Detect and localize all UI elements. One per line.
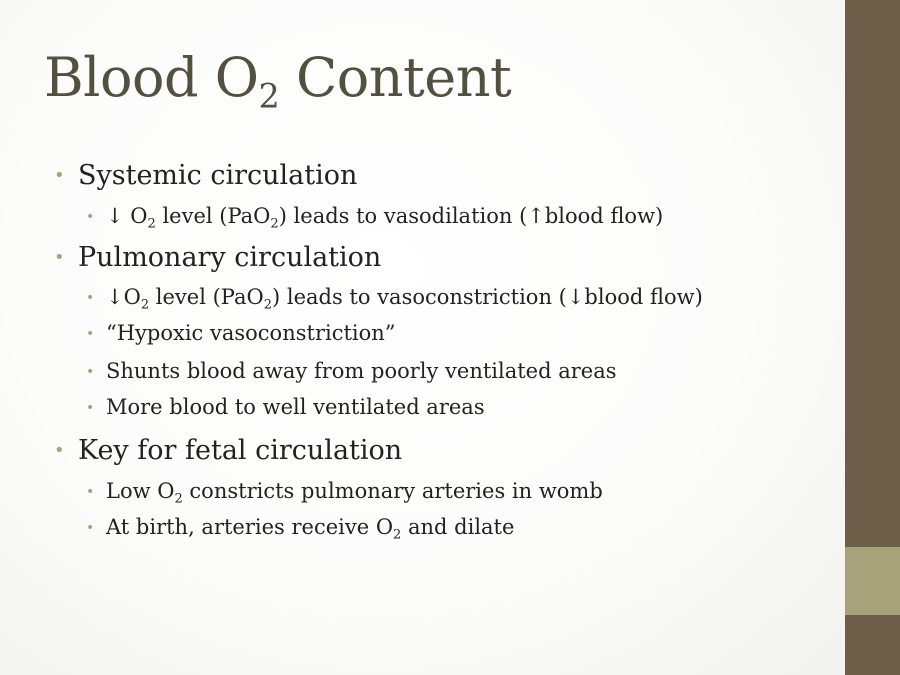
sub-bullet-fetal-2 (86, 515, 515, 543)
sub-bullet-systemic-1 (86, 204, 664, 232)
sub-bullet-dot-icon: • (86, 209, 95, 225)
subscript: 2 (174, 491, 183, 507)
sub-bullet-dot-icon: • (86, 520, 95, 536)
bullet-fetal (54, 435, 402, 466)
sub-bullet-dot-icon: • (86, 484, 95, 500)
bullet-dot-icon: • (54, 165, 65, 186)
sub-bullet-fetal-1 (86, 479, 603, 507)
text-segment: At birth, arteries receive O (106, 515, 394, 539)
subscript: 2 (263, 297, 272, 313)
text-segment: ↓ O (106, 204, 148, 228)
sub-bullet-dot-icon: • (86, 400, 95, 416)
text-segment: level (PaO (155, 204, 271, 228)
title-subscript: 2 (258, 76, 280, 116)
bullet-systemic-text: Systemic circulation (78, 160, 358, 191)
bullet-systemic (54, 160, 357, 191)
sub-bullet-pulmonary-1 (86, 285, 703, 313)
text-segment: level (PaO (149, 285, 264, 309)
subscript: 2 (147, 216, 156, 232)
subscript: 2 (270, 216, 279, 232)
subscript: 2 (140, 297, 150, 313)
sub-bullet-pulmonary-2 (86, 321, 396, 345)
bullet-dot-icon: • (54, 247, 65, 268)
slide-title (44, 46, 512, 116)
sub-bullet-pulmonary-3 (86, 359, 617, 383)
sub-bullet-text: “Hypoxic vasoconstriction” (106, 321, 396, 345)
sub-bullet-dot-icon: • (86, 290, 95, 306)
sub-bullet-text: Shunts blood away from poorly ventilated areas (106, 359, 617, 383)
sub-bullet-pulmonary-4 (86, 395, 485, 419)
subscript: 2 (393, 527, 402, 543)
bullet-fetal-text: Key for fetal circulation (78, 435, 403, 466)
bullet-pulmonary (54, 242, 381, 273)
text-segment: and dilate (401, 515, 515, 539)
bullet-dot-icon: • (54, 440, 65, 461)
text-segment: ↓O (106, 285, 141, 309)
text-segment: ) leads to vasoconstriction (↓blood flow) (272, 285, 703, 309)
sub-bullet-dot-icon: • (86, 364, 95, 380)
title-prefix: Blood O (44, 46, 259, 109)
title-suffix: Content (279, 46, 512, 109)
sub-bullet-dot-icon: • (86, 326, 95, 342)
side-accent-decoration (845, 547, 900, 615)
text-segment: constricts pulmonary arteries in womb (182, 479, 603, 503)
text-segment: ) leads to vasodilation (↑blood flow) (278, 204, 664, 228)
bullet-pulmonary-text: Pulmonary circulation (78, 242, 382, 273)
text-segment: Low O (106, 479, 175, 503)
sub-bullet-text: More blood to well ventilated areas (106, 395, 485, 419)
